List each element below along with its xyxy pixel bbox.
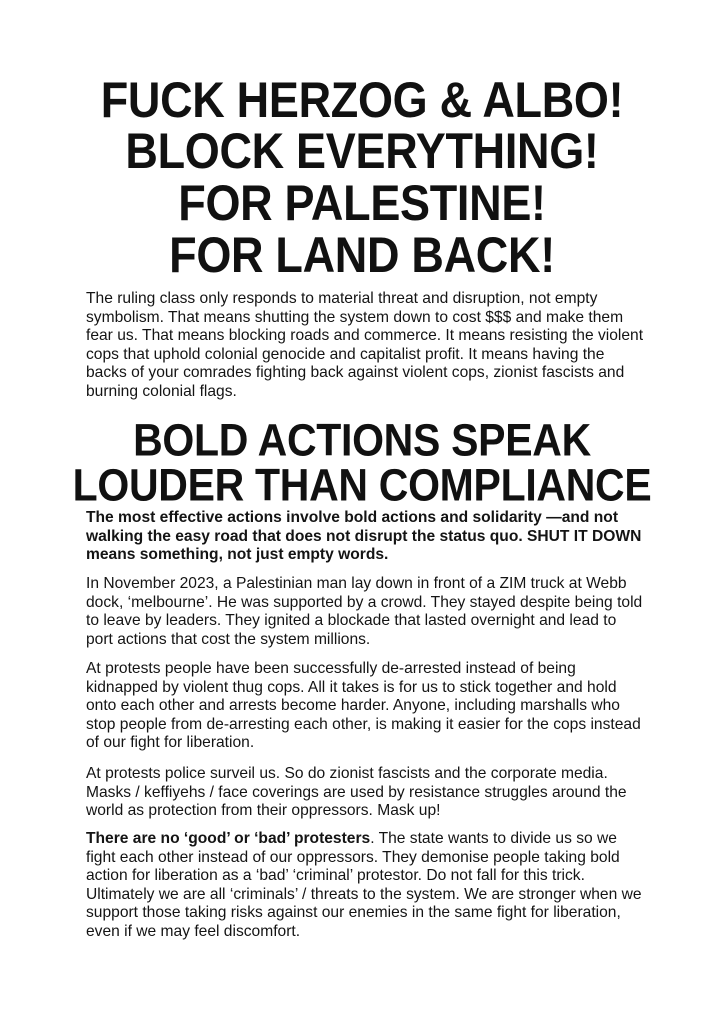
lead-paragraph: The most effective actions involve bold actions and solidarity —and not walking the easy road that does not disrupt the status quo. SHUT IT DOWN means something, not just empty words. <box>86 509 642 564</box>
final-bold-phrase: There are no ‘good’ or ‘bad’ protesters <box>86 830 371 847</box>
subheadline-line-2: LOUDER THAN COMPLIANCE <box>72 459 652 511</box>
subheadline-line-1: BOLD ACTIONS SPEAK <box>133 414 591 466</box>
headline-line-3: FOR PALESTINE! <box>178 173 546 232</box>
headline-line-1: FUCK HERZOG & ALBO! <box>100 70 624 129</box>
no-good-bad-protesters-paragraph <box>86 830 646 942</box>
headline-line-2: BLOCK EVERYTHING! <box>125 121 599 180</box>
zim-truck-paragraph: In November 2023, a Palestinian man lay down in front of a ZIM truck at Webb dock, ‘melbourne’. He was supported by a crowd. They stayed despite being told to leave by leaders. They ignited a blockade that lasted overnight and lead to port actions that cost the system millions. <box>86 575 643 648</box>
intro-paragraph: The ruling class only responds to material threat and disruption, not empty symbolism. That means shutting the system down to cost $$$ and make them fear us. That means blocking roads and commerce. It means resisting the violent cops that uphold colonial genocide and capitalist profit. It means having the backs of your comrades fighting back against violent cops, zionist fascists and burning colonial flags. <box>86 290 644 400</box>
masks-paragraph: At protests police surveil us. So do zionist fascists and the corporate media. Masks / keffiyehs / face coverings are used by resistance struggles around the world as protection from their oppressors. Mask up! <box>86 765 627 820</box>
dearrest-paragraph: At protests people have been successfully de-arrested instead of being kidnapped by violent thug cops. All it takes is for us to stick together and hold onto each other and arrests become harder. Anyone, including marshalls who stop people from de-arresting each other, is making it easier for the cops instead of our fight for liberation. <box>86 660 641 752</box>
final-paragraph-text: . The state wants to divide us so we fight each other instead of our oppressors. They demonise people taking bold action for liberation as a ‘bad’ ‘criminal’ protestor. Do not fall for this trick. Ultimately we are all ‘criminals’ / threats to the system. We are stronger when we support those taking risks against our enemies in the same fight for liberation, even if we may feel discomfort. <box>86 830 642 940</box>
headline-line-4: FOR LAND BACK! <box>169 225 555 284</box>
